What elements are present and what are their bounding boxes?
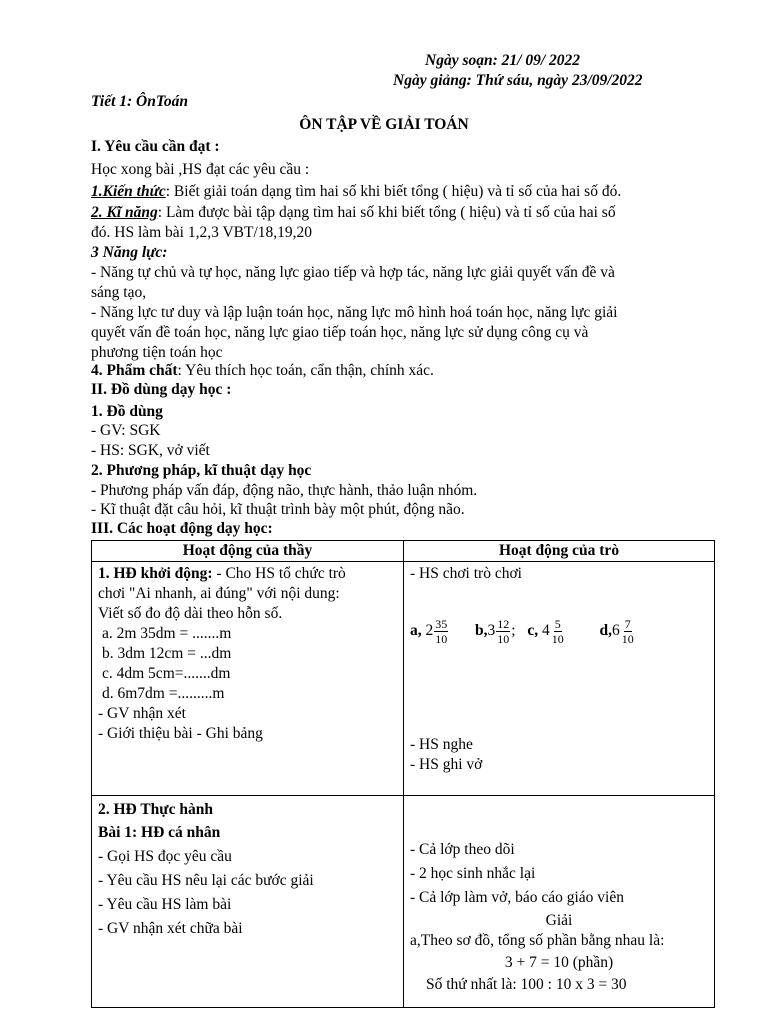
knowledge-label: 1.Kiến thức [91, 183, 166, 200]
section2-heading: II. Đồ dùng dạy học : [91, 381, 232, 398]
quality-text: : Yêu thích học toán, cẩn thận, chính xác. [177, 362, 434, 379]
row2-teacher-cell [92, 796, 404, 1008]
teacher-step-3: - Yêu cầu HS làm bài [98, 896, 232, 913]
period-label: Tiết 1: ÔnToán [91, 93, 189, 110]
answer-a-den: 10 [435, 631, 448, 646]
answer-c-fraction [551, 617, 565, 646]
answer-b-whole: 3 [487, 622, 496, 639]
page-title: ÔN TẬP VỀ GIẢI TOÁN [299, 116, 469, 133]
answer-c-den: 10 [551, 631, 564, 646]
exercise-b: b. 3dm 12cm = ...dm [102, 645, 232, 662]
section1-heading: I. Yêu cầu cần đạt : [91, 138, 220, 155]
student-step-3: - Cả lớp làm vở, báo cáo giáo viên [410, 889, 624, 906]
col-teacher-header: Hoạt động của thầy [92, 541, 404, 562]
ability-1b: sáng tạo, [91, 284, 147, 301]
lesson-intro: - Giới thiệu bài - Ghi bảng [98, 725, 263, 742]
col-student-header: Hoạt động của trò [404, 541, 715, 562]
student-step-1: - Cả lớp theo dõi [410, 841, 515, 858]
exercise-a: a. 2m 35dm = .......m [102, 625, 232, 642]
skill-line [91, 203, 616, 223]
tools-gv: - GV: SGK [91, 422, 161, 439]
warmup-line2: chơi "Ai nhanh, ai đúng" với nội dung: [98, 585, 340, 602]
teacher-step-2: - Yêu cầu HS nêu lại các bước giải [98, 872, 314, 889]
practice-heading: 2. HĐ Thực hành [98, 801, 213, 818]
ability-1a: - Năng tự chủ và tự học, năng lực giao tiếp và hợp tác, năng lực giải quyết vấn đề và [91, 264, 615, 281]
answer-a-label: a, [410, 622, 422, 639]
solution-heading: Giải [545, 912, 573, 929]
knowledge-text: : Biết giải toán dạng tìm hai số khi biết tổng ( hiệu) và tỉ số của hai số đó. [165, 183, 622, 200]
answer-d-label: d, [599, 622, 612, 639]
answer-b-num: 12 [497, 616, 510, 631]
answer-d-den: 10 [621, 631, 634, 646]
date-prepared: Ngày soạn: 21/ 09/ 2022 [425, 52, 580, 69]
skill-text: : Làm được bài tập dạng tìm hai số khi biết tổng ( hiệu) và tỉ số của hai số [157, 204, 616, 221]
section1-intro: Học xong bài ,HS đạt các yêu cầu : [91, 161, 310, 178]
skill-line-2: đó. HS làm bài 1,2,3 VBT/18,19,20 [91, 224, 313, 241]
answer-b-den: 10 [497, 631, 510, 646]
method-1: - Phương pháp vấn đáp, động não, thực hành, thảo luận nhóm. [91, 482, 478, 499]
ability-2a: - Năng lực tư duy và lập luận toán học, năng lực mô hình hoá toán học, năng lực giải [91, 304, 618, 321]
student-step-2: - 2 học sinh nhắc lại [410, 865, 536, 882]
method-heading: 2. Phương pháp, kĩ thuật dạy học [91, 462, 312, 479]
quality-label: 4. Phẩm chất [91, 362, 178, 379]
answer-c-whole: 4 [541, 622, 550, 639]
student-listen: - HS nghe [410, 736, 473, 753]
answers-line [410, 616, 708, 646]
date-taught: Ngày giảng: Thứ sáu, ngày 23/09/2022 [393, 72, 643, 89]
solution-line-2: 3 + 7 = 10 (phần) [504, 954, 614, 971]
warmup-line1: - Cho HS tổ chức trò [212, 565, 346, 582]
answer-a-num: 35 [435, 616, 448, 631]
answer-a-fraction [434, 617, 448, 646]
ability-2b: quyết vấn đề toán học, năng lực giao tiếp toán học, năng lực sử dụng công cụ và [91, 324, 589, 341]
quality-line [91, 361, 434, 381]
student-play: - HS chơi trò chơi [410, 565, 522, 582]
answer-a-whole: 2 [425, 622, 434, 639]
tools-heading: 1. Đồ dùng [91, 403, 163, 420]
exercise-c: c. 4dm 5cm=.......dm [102, 665, 231, 682]
skill-label: 2. Kĩ năng [91, 204, 158, 221]
solution-line-1: a,Theo sơ đồ, tổng số phần bằng nhau là: [410, 932, 665, 949]
gv-review: - GV nhận xét [98, 705, 186, 722]
student-write: - HS ghi vở [410, 756, 483, 773]
row2-student-cell [404, 796, 715, 1008]
row1-student-cell [404, 562, 715, 796]
method-2: - Kĩ thuật đặt câu hỏi, kĩ thuật trình bày một phút, động não. [91, 501, 465, 518]
answer-d-fraction [621, 617, 635, 646]
bai1-heading: Bài 1: HĐ cá nhân [98, 824, 221, 841]
teacher-step-1: - Gọi HS đọc yêu cầu [98, 848, 232, 865]
answer-b-fraction [496, 617, 510, 646]
ability-label: 3 Năng lực: [91, 244, 168, 261]
knowledge-line [91, 182, 621, 202]
exercise-d: d. 6m7dm =.........m [102, 685, 225, 702]
teacher-step-4: - GV nhận xét chữa bài [98, 920, 243, 937]
ability-2c: phương tiện toán học [91, 344, 223, 361]
answer-d-num: 7 [624, 616, 631, 631]
row1-teacher-cell [92, 562, 404, 796]
answer-b-label: b, [475, 622, 488, 639]
answer-b-sep: ; [511, 622, 516, 639]
answer-c-num: 5 [554, 616, 561, 631]
activities-table [91, 540, 715, 1008]
section3-heading: III. Các hoạt động dạy học: [91, 520, 273, 537]
solution-line-3: Số thứ nhất là: 100 : 10 x 3 = 30 [426, 976, 627, 993]
answer-d-whole: 6 [611, 622, 620, 639]
warmup-label: 1. HĐ khởi động: [98, 565, 213, 582]
tools-hs: - HS: SGK, vở viết [91, 442, 210, 459]
warmup-line3: Viết số đo độ dài theo hỗn số. [98, 605, 283, 622]
answer-c-label: c, [527, 622, 539, 639]
